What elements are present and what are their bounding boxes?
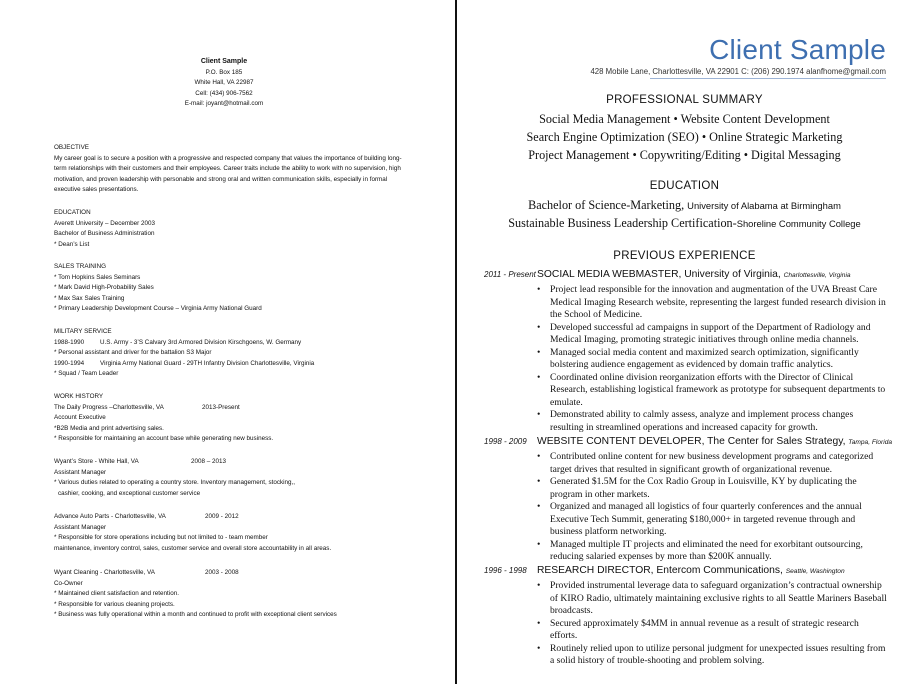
bullet-mark: • <box>537 538 541 550</box>
bullet-mark: • <box>537 346 541 358</box>
job-place: Wyant Cleaning - Charlottesville, VA <box>54 569 155 576</box>
summary-line: Social Media Management • Website Content Development <box>539 112 830 126</box>
job-place: The Daily Progress –Charlottesville, VA <box>54 403 164 411</box>
degree: Bachelor of Science-Marketing, <box>528 198 688 212</box>
job-place: Wyant’s Store - White Hall, VA <box>54 458 139 465</box>
military-row: * Personal assistant and driver for the battalion S3 Major <box>54 349 212 357</box>
bullet-item <box>537 322 887 347</box>
job-bullets <box>537 451 887 564</box>
left-job-block <box>54 512 414 554</box>
bullet-mark: • <box>537 476 541 487</box>
school: University of Alabama at Birmingham <box>687 200 841 211</box>
training-line: * Max Sax Sales Training <box>54 294 125 302</box>
experience-title: PREVIOUS EXPERIENCE <box>613 250 756 262</box>
bullet-item <box>537 284 887 322</box>
job-place: Advance Auto Parts - Charlottesville, VA <box>54 513 166 520</box>
training-line: * Primary Leadership Development Course – Virginia Army National Guard <box>54 305 262 313</box>
left-sales-training-section <box>54 262 414 315</box>
education-line: Bachelor of Business Administration <box>54 230 155 238</box>
job-line: maintenance, inventory control, sales, customer service and overall store accountability in all areas. <box>54 544 332 552</box>
bullet-mark: • <box>537 409 541 420</box>
job-line: * Maintained client satisfaction and retention. <box>54 590 179 598</box>
job-dates: 2011 - Present <box>484 270 536 279</box>
bullet-mark: • <box>537 501 541 512</box>
bullet-item <box>537 409 887 434</box>
job-dates: 2009 - 2012 <box>205 513 239 520</box>
job-line: Account Executive <box>54 414 106 422</box>
job-location: Seattle, Washington <box>785 568 845 575</box>
bullet-mark: • <box>537 642 541 654</box>
objective-line: My career goal is to secure a position with a progressive and respected company that values the importance of building long- <box>54 154 402 162</box>
bullet-text: Managed social media content and maximized search optimization, significantly bolstering audience engagement as evidenced by domain traffic analytics. <box>550 346 859 370</box>
bullet-text: Organized and managed all logistics of four quarterly conferences and the annual Executive Tech Summit, generating $180,000+ in targeted revenue through and business platform networking. <box>550 501 862 537</box>
bullet-text: Generated $1.5M for the Cox Radio Group in Louisville, KY by duplicating the program in other markets. <box>550 476 857 500</box>
left-name: Client Sample <box>200 58 248 65</box>
job-title-text: RESEARCH DIRECTOR, Entercom Communications, <box>537 565 786 576</box>
left-header <box>54 57 394 110</box>
job-title <box>537 565 845 576</box>
job-dates: 2008 – 2013 <box>191 458 227 465</box>
training-line: * Tom Hopkins Sales Seminars <box>54 273 141 281</box>
bullet-mark: • <box>537 451 541 462</box>
job-line: * Various duties related to operating a country store. Inventory management, stocking,, <box>54 479 296 487</box>
bullet-mark: • <box>537 321 541 333</box>
military-unit: U.S. Army - 3’S Calvary 3rd Armored Division Kirschgoens, W. Germany <box>100 338 302 346</box>
bullet-text: Demonstrated ability to calmly assess, analyze and implement process changes resulting in streamlined operations and increased capacity for growth. <box>550 409 854 433</box>
bullet-mark: • <box>537 580 541 591</box>
bullet-text: Coordinated online division reorganization efforts with the Director of Clinical Research, establishing logistical framework as prototype for subsequent departments to emulate. <box>550 371 886 408</box>
job-line: Assistant Manager <box>54 468 107 476</box>
job-line: *B2B Media and print advertising sales. <box>54 424 164 432</box>
job-heading <box>54 403 414 414</box>
bullet-mark: • <box>537 617 541 629</box>
education-line: * Dean’s List <box>54 240 90 248</box>
education-line: Averett University – December 2003 <box>54 219 156 227</box>
bullet-text: Secured approximately $4MM in annual revenue as a result of strategic research efforts. <box>550 617 859 641</box>
left-email: E-mail: joyant@hotmail.com <box>184 100 264 108</box>
bullet-item <box>537 643 887 668</box>
job-line: cashier, cooking, and exceptional customer service <box>58 489 201 497</box>
bullet-text: Developed successful ad campaigns in support of the Department of Radiology and Medical Imaging, promoting strategic initiatives through online media channels. <box>550 321 871 345</box>
left-phone: Cell: (434) 906-7562 <box>195 89 253 97</box>
left-objective-section <box>54 143 414 196</box>
bullet-item <box>537 501 887 539</box>
job-location: Tampa, Florida <box>848 439 893 446</box>
job-title <box>537 436 892 447</box>
bullet-item <box>537 347 887 372</box>
job-dates: 2003 - 2008 <box>205 569 239 576</box>
job-line: * Responsible for maintaining an account base while generating new business. <box>54 435 274 443</box>
bullet-text: Project lead responsible for the innovation and augmentation of the UVA Breast Care Medical Imaging Research website, representing the largest funded research division in the School of Medicine. <box>550 284 886 320</box>
bullet-mark: • <box>537 371 541 383</box>
education-title: EDUCATION <box>649 180 720 192</box>
degree: Sustainable Business Leadership Certification- <box>508 216 737 230</box>
left-education-section <box>54 208 414 250</box>
bullet-item <box>537 580 887 618</box>
job-line: * Responsible for various cleaning projects. <box>54 600 175 608</box>
left-job-block <box>54 457 414 499</box>
military-unit: Virginia Army National Guard - 29TH Infantry Division Charlottesville, Virginia <box>100 359 315 367</box>
header-rule <box>650 78 886 79</box>
left-address-line: White Hall, VA 22987 <box>194 79 254 87</box>
school: Shoreline Community College <box>736 218 861 229</box>
bullet-item <box>537 451 887 476</box>
job-heading <box>54 512 414 523</box>
education-line <box>457 198 912 213</box>
section-title: WORK HISTORY <box>54 393 104 400</box>
bullet-item <box>537 618 887 643</box>
summary-line: Project Management • Copywriting/Editing • Digital Messaging <box>528 148 841 162</box>
job-location: Charlottesville, Virginia <box>783 272 851 279</box>
section-title: SALES TRAINING <box>54 263 107 270</box>
objective-line: executive sales presentations. <box>54 186 139 194</box>
job-bullets <box>537 284 887 434</box>
left-address-line: P.O. Box 185 <box>205 68 243 76</box>
summary-title: PROFESSIONAL SUMMARY <box>606 94 763 106</box>
right-name: Client Sample <box>709 34 886 65</box>
left-military-section <box>54 327 414 380</box>
job-heading <box>54 457 414 468</box>
objective-line: motivation, and proven leadership with personable and strong oral and written communication skills, especially in formal <box>54 175 388 183</box>
job-title-text: SOCIAL MEDIA WEBMASTER, University of Virginia, <box>537 269 784 280</box>
job-line: Co-Owner <box>54 579 83 587</box>
job-heading <box>54 568 414 579</box>
section-title: OBJECTIVE <box>54 144 89 151</box>
military-years: 1990-1994 <box>54 359 85 367</box>
bullet-item <box>537 539 887 564</box>
job-title-text: WEBSITE CONTENT DEVELOPER, The Center for Sales Strategy, <box>537 436 849 447</box>
job-line: * Responsible for store operations including but not limited to - team member <box>54 534 268 542</box>
job-dates: 1998 - 2009 <box>484 437 527 446</box>
job-line: * Business was fully operational within a month and continued to profit with exceptional client services <box>54 611 337 619</box>
bullet-mark: • <box>537 284 541 295</box>
job-dates: 1996 - 1998 <box>484 566 527 575</box>
bullet-text: Contributed online content for new business development programs and categorized target drives that resulted in significant growth of organizational revenue. <box>550 451 874 475</box>
job-title <box>537 269 851 280</box>
section-title: EDUCATION <box>54 209 91 216</box>
right-contact-line: 428 Mobile Lane, Charlottesville, VA 22901 C: (206) 290.1974 alanfhome@gmail.com <box>590 67 886 76</box>
training-line: * Mark David High-Probability Sales <box>54 284 154 292</box>
objective-line: term relationships with their customers and their employees. Career traits include the ability to work with no supervision, high <box>54 165 401 173</box>
military-row <box>54 338 414 349</box>
summary-line: Search Engine Optimization (SEO) • Online Strategic Marketing <box>526 130 843 144</box>
bullet-text: Provided instrumental leverage data to safeguard organization’s contractual ownership of KIRO Radio, ultimately maintaining exclusive rights to all Seattle Mariners Baseball broadcasts. <box>550 580 887 616</box>
job-dates: 2013-Present <box>202 403 240 411</box>
bullet-text: Routinely relied upon to utilize personal judgment for unexpected issues resulting from a solid history of trouble-shooting and problem solving. <box>550 642 886 666</box>
left-job-block <box>54 568 414 621</box>
section-title: MILITARY SERVICE <box>54 328 112 335</box>
bullet-text: Managed multiple IT projects and eliminated the need for exorbitant outsourcing, reducing salaried expenses by more than $200K annually. <box>550 538 863 562</box>
military-row: * Squad / Team Leader <box>54 370 119 378</box>
education-line <box>457 216 912 231</box>
bullet-item <box>537 372 887 410</box>
job-bullets <box>537 580 887 668</box>
military-years: 1988-1990 <box>54 338 85 346</box>
right-resume-page <box>457 0 912 684</box>
left-work-history-section <box>54 392 414 445</box>
job-line: Assistant Manager <box>54 523 107 531</box>
bullet-item <box>537 476 887 501</box>
military-row <box>54 359 414 370</box>
